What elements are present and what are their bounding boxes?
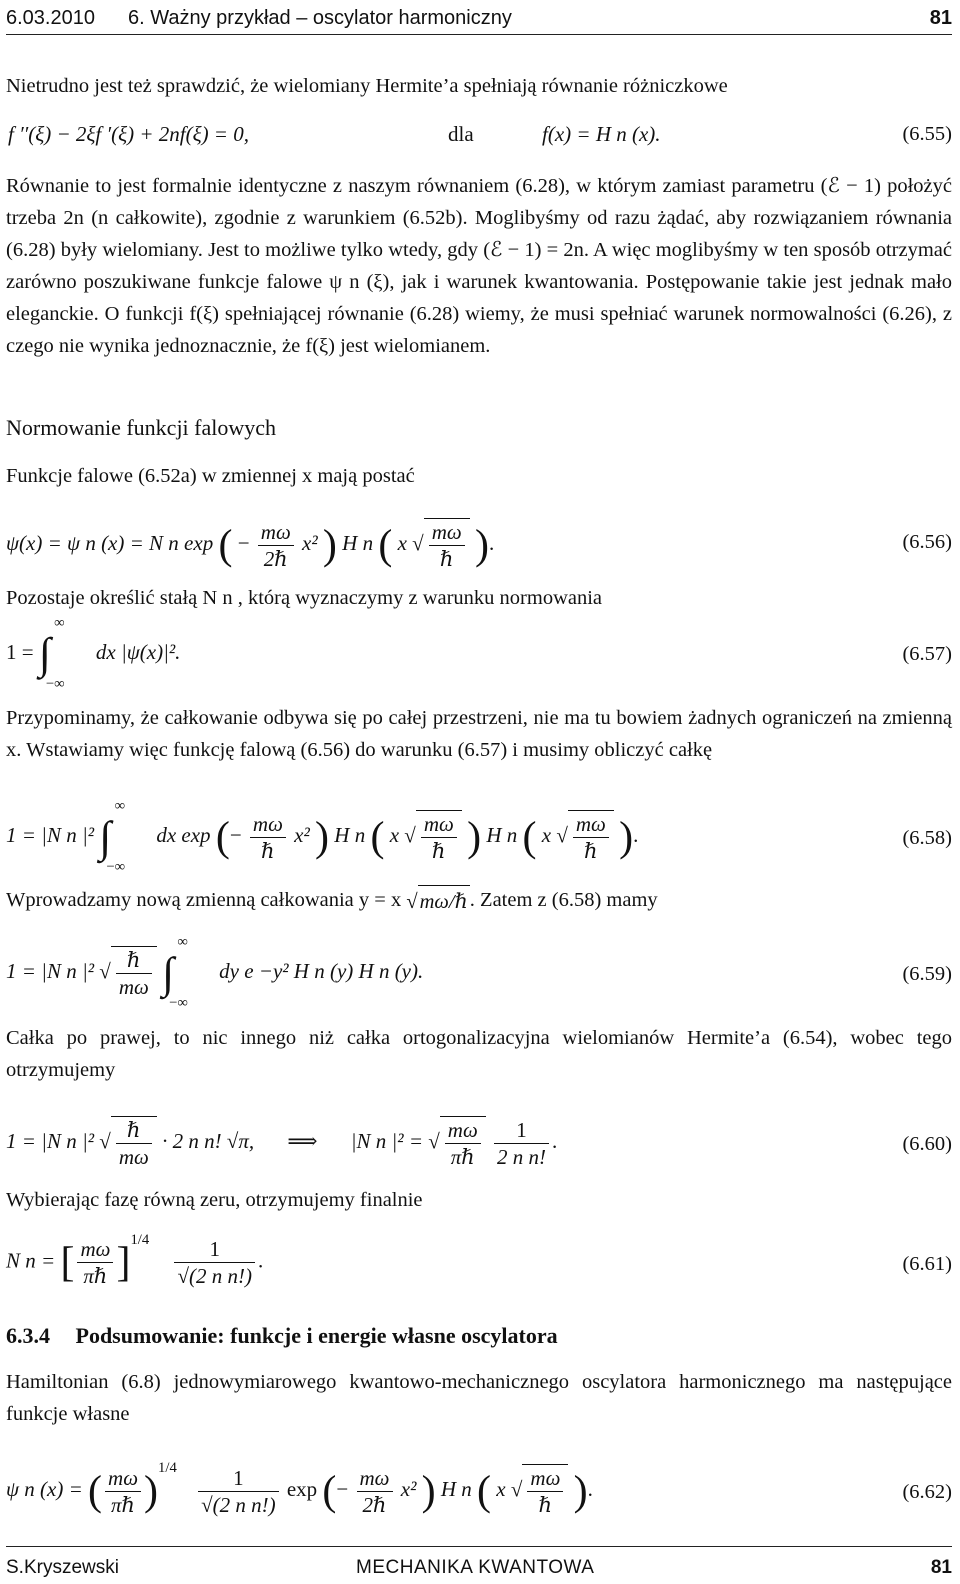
square-root: √ $\frac{\text{ℏ}}{m\omega}$ bbox=[99, 946, 157, 1001]
sqrt-denominator: ℏ bbox=[432, 839, 446, 864]
integral-lower-limit: −∞ bbox=[106, 859, 126, 876]
subsection-title: Podsumowanie: funkcje i energie własne oscylatora bbox=[75, 1323, 558, 1348]
page-footer bbox=[6, 1552, 952, 1582]
header-title: 6. Ważny przykład – oscylator harmoniczny bbox=[128, 7, 512, 29]
paren-open: ( bbox=[522, 814, 537, 861]
bracket-close: ] bbox=[116, 1239, 131, 1286]
equation-number: (6.60) bbox=[902, 1133, 952, 1155]
equation-6-58: 1 = |N n |² ∫ ∞ $_{-\infty}$ dx exp (− $\frac{m\omega}{\text{ℏ}}$ x² ) H n ( x √ $\frac{m\omega}{\text{ℏ}}$ ) H n ( x √ $\frac{m\omega}{\text{ℏ}}$ ). (6.58) bbox=[6, 798, 952, 876]
square-root: √ $\frac{\text{ℏ}}{m\omega}$ bbox=[99, 1116, 157, 1171]
sqrt-numerator: mω bbox=[429, 519, 465, 546]
paragraph-text: Całka po prawej, to nic innego niż całka ortogonalizacyjna wielomianów Hermite’a (6.54), wobec tego otrzymujemy bbox=[6, 1027, 952, 1081]
sqrt-denominator: mω bbox=[118, 975, 149, 1000]
paren-close: ) bbox=[467, 814, 482, 861]
eq-lhs: 1 = |N n |² bbox=[6, 959, 95, 984]
argument-x: x bbox=[389, 823, 400, 848]
equation-6-55 bbox=[6, 118, 952, 152]
fraction bbox=[174, 1236, 255, 1290]
footer-rule bbox=[6, 1546, 952, 1547]
fraction-numerator: mω bbox=[250, 811, 286, 838]
paragraph-summary bbox=[6, 1366, 952, 1430]
fraction-denominator: πℏ bbox=[83, 1264, 108, 1289]
integral-sign: ∫ bbox=[99, 812, 112, 862]
dx-exp: dx exp bbox=[156, 823, 211, 848]
equation-6-56: ψ(x) = ψ n (x) = N n exp ( − $\frac{m\omega}{\text{2ℏ}}$ x² ) H n ( x √ $\frac{m\omega}{\text{ℏ}}$ ). (6.56) bbox=[6, 519, 952, 572]
paragraph-text: Funkcje falowe (6.52a) w zmiennej x mają postać bbox=[6, 465, 415, 487]
footer-title: MECHANIKA KWANTOWA bbox=[356, 1557, 595, 1578]
sqrt-denominator: πℏ bbox=[450, 1145, 475, 1170]
fraction bbox=[198, 1465, 279, 1519]
paragraph-intro bbox=[6, 70, 952, 102]
subsection-heading bbox=[6, 1320, 558, 1352]
sqrt-numerator: mω bbox=[421, 811, 457, 838]
fraction-denominator: √(2 n n!) bbox=[177, 1264, 252, 1289]
square-root: √ $\frac{m\omega}{\text{ℏ}}$ bbox=[404, 810, 462, 865]
fraction-denominator: 2ℏ bbox=[362, 1492, 387, 1517]
paren-close: ) bbox=[322, 522, 337, 569]
eq-lhs: ψ n (x) = bbox=[6, 1477, 83, 1502]
integrand: dy e −y² H n (y) H n (y). bbox=[219, 959, 424, 984]
equation-number: (6.61) bbox=[902, 1253, 952, 1275]
eq-lhs: 1 = |N n |² bbox=[6, 823, 95, 848]
equation-6-60: 1 = |N n |² √ $\frac{\text{ℏ}}{m\omega}$ · 2 n n! √π, ⟹ |N n |² = √ $\frac{m\omega}{\text{πℏ}}$ $\frac{1}{\text{2 n n!}}$ . (6.60) bbox=[6, 1117, 952, 1170]
square-root: √mω/ℏ bbox=[406, 885, 469, 918]
header-rule bbox=[6, 34, 952, 35]
equation-6-57 bbox=[6, 615, 952, 693]
fraction-numerator: mω bbox=[357, 1465, 393, 1492]
paren-open: ( bbox=[378, 522, 393, 569]
minus-sign: − bbox=[237, 531, 250, 556]
sqrt-content: mω/ℏ bbox=[418, 885, 470, 918]
fraction-denominator: √(2 n n!) bbox=[201, 1492, 276, 1517]
square-root: √ $\frac{m\omega}{\text{ℏ}}$ bbox=[556, 810, 614, 865]
paragraph-text: Przypominamy, że całkowanie odbywa się po całej przestrzeni, nie ma tu bowiem żadnych ograniczeń na zmienną x. Wstawiamy więc funkcję falową (6.56) do warunku (6.57) i musimy obliczyć całkę bbox=[6, 707, 952, 761]
argument-x: x bbox=[496, 1477, 506, 1502]
integral-upper-limit: ∞ bbox=[54, 615, 65, 631]
paragraph-normalization bbox=[6, 582, 952, 614]
x-squared: x² bbox=[294, 823, 310, 848]
fraction bbox=[250, 811, 286, 865]
bracket-open: [ bbox=[60, 1239, 75, 1286]
paren-close: ) bbox=[573, 1468, 588, 1515]
paragraph-text-a: Wprowadzamy nową zmienną całkowania y = x bbox=[6, 889, 402, 911]
paren-close: ) bbox=[474, 522, 489, 569]
square-root: √ $\frac{m\omega}{\text{πℏ}}$ bbox=[428, 1116, 486, 1171]
exponent: 1/4 bbox=[158, 1460, 177, 1477]
paren-close: ) bbox=[619, 814, 634, 861]
paragraph-text: Równanie to jest formalnie identyczne z naszym równaniem (6.28), w którym zamiast parametru (ℰ − 1) położyć trzeba 2n (n całkowite), zgodnie z warunkiem (6.52b). Moglibyśmy od razu żądać, aby rozwiązaniem równania (6.28) były wielomiany. Jest to możliwe tylko wtedy, gdy (ℰ − 1) = 2n. A więc moglibyśmy w ten sposób otrzymać zarówno poszukiwane funkcje falowe ψ n (ξ), jak i warunek kwantowania. Postępowanie takie jest jednak mało eleganckie. O funkcji f(ξ) spełniającej równanie (6.28) wiemy, że musi spełniać warunek normowalności (6.26), z czego nie wynika jednoznacznie, że f(ξ) jest wielomianem. bbox=[6, 175, 952, 357]
sqrt-denominator: ℏ bbox=[584, 839, 598, 864]
equation-number: (6.55) bbox=[902, 123, 952, 145]
integrand: dx |ψ(x)|². bbox=[95, 640, 181, 664]
paragraph-text: Hamiltonian (6.8) jednowymiarowego kwantowo-mechanicznego oscylatora harmonicznego ma następujące funkcje własne bbox=[6, 1371, 952, 1425]
hermite-polynomial: H n bbox=[342, 531, 374, 556]
paren-close: ) bbox=[315, 814, 330, 861]
footer-page-number: 81 bbox=[930, 1557, 952, 1578]
subsection-number: 6.3.4 bbox=[6, 1323, 50, 1348]
fraction-numerator: 1 bbox=[174, 1236, 255, 1263]
paragraph-text: Nietrudno jest też sprawdzić, że wielomiany Hermite’a spełniają równanie różniczkowe bbox=[6, 75, 728, 97]
fraction-denominator: πℏ bbox=[111, 1492, 136, 1517]
integral-sign: ∫ bbox=[38, 629, 51, 679]
equation-number: (6.57) bbox=[902, 643, 952, 665]
eq-lhs: f ′′(ξ) − 2ξf ′(ξ) + 2nf(ξ) = 0, bbox=[8, 122, 249, 146]
paren-open: ( bbox=[88, 1468, 103, 1515]
fraction-numerator: mω bbox=[77, 1236, 113, 1263]
integral-upper-limit: ∞ bbox=[114, 798, 126, 815]
equation-number: (6.59) bbox=[902, 963, 952, 985]
equation-number: (6.58) bbox=[902, 827, 952, 849]
paragraph-text bbox=[6, 884, 952, 918]
paragraph-orthogonality bbox=[6, 1022, 952, 1086]
paren-close: ) bbox=[144, 1468, 159, 1515]
header-date: 6.03.2010 bbox=[6, 7, 95, 29]
x-squared: x² bbox=[302, 531, 318, 556]
sqrt-denominator: mω bbox=[118, 1145, 149, 1170]
eq-lhs: N n = bbox=[6, 1248, 56, 1273]
fraction-numerator: mω bbox=[105, 1465, 141, 1492]
footer-author: S.Kryszewski bbox=[6, 1557, 119, 1578]
integral-upper-limit: ∞ bbox=[177, 934, 188, 951]
fraction bbox=[258, 519, 294, 573]
paragraph-substitution bbox=[6, 884, 952, 918]
fraction-numerator: 1 bbox=[198, 1465, 279, 1492]
fraction-denominator: 2 n n! bbox=[497, 1144, 547, 1169]
paragraph-text: Wybierając fazę równą zeru, otrzymujemy finalnie bbox=[6, 1189, 423, 1211]
fraction-denominator: 2ℏ bbox=[263, 546, 288, 571]
paragraph-text-b: . Zatem z (6.58) mamy bbox=[469, 889, 658, 911]
paren-open: ( bbox=[215, 814, 230, 861]
paren-open: ( bbox=[477, 1468, 492, 1515]
fraction bbox=[357, 1465, 393, 1519]
header-page-number: 81 bbox=[929, 7, 952, 29]
sqrt-numerator: ℏ bbox=[116, 947, 152, 974]
fraction-denominator: ℏ bbox=[261, 838, 275, 863]
argument-x: x bbox=[541, 823, 552, 848]
eq-middle: · 2 n n! √π, bbox=[162, 1129, 255, 1154]
equation-6-62: ψ n (x) = ( $\frac{m\omega}{\text{πℏ}}$ )$^{1/4}$ $\frac{1}{\text{√(2 n n!)}}$ exp (− $\frac{m\omega}{\text{2ℏ}}$ x² ) H n ( x √ $\frac{m\omega}{\text{ℏ}}$ ). (6.62) bbox=[6, 1460, 952, 1518]
x-squared: x² bbox=[400, 1477, 417, 1502]
hermite-polynomial: H n bbox=[486, 823, 518, 848]
implies-arrow: ⟹ bbox=[287, 1129, 318, 1154]
integral-lower-limit: −∞ bbox=[169, 995, 188, 1012]
fraction-numerator: mω bbox=[258, 519, 294, 546]
equation-number: (6.62) bbox=[902, 1481, 952, 1503]
paragraph-text: Pozostaje określić stałą N n , którą wyznaczymy z warunku normowania bbox=[6, 587, 603, 609]
square-root: √ $\frac{m\omega}{\text{ℏ}}$ bbox=[511, 1464, 569, 1519]
equation-6-61: N n = [ $\frac{m\omega}{\text{πℏ}}$ ]$^{1/4}$ $\frac{1}{\text{√(2 n n!)}}$ . (6.61) bbox=[6, 1231, 952, 1289]
fraction bbox=[105, 1465, 141, 1519]
hermite-polynomial: H n bbox=[440, 1477, 472, 1502]
square-root: √ $\frac{m\omega}{\text{ℏ}}$ bbox=[412, 518, 470, 573]
fraction-numerator: 1 bbox=[494, 1117, 549, 1144]
paren-close: ) bbox=[421, 1468, 436, 1515]
integral-lower-limit: −∞ bbox=[45, 676, 65, 693]
equation-6-59 bbox=[6, 934, 952, 1012]
exponent: 1/4 bbox=[130, 1231, 150, 1248]
paragraph-wavefunctions bbox=[6, 460, 952, 492]
sqrt-numerator: mω bbox=[445, 1117, 481, 1144]
paren-open: ( bbox=[322, 1468, 337, 1515]
eq-rhs-lhs: |N n |² = bbox=[350, 1129, 423, 1154]
paragraph-discussion bbox=[6, 170, 952, 362]
sqrt-numerator: ℏ bbox=[116, 1117, 152, 1144]
argument-x: x bbox=[397, 531, 407, 556]
exp-function: exp bbox=[286, 1477, 318, 1502]
integral-sign: ∫ bbox=[162, 948, 175, 998]
fraction bbox=[77, 1236, 113, 1290]
sqrt-denominator: ℏ bbox=[439, 547, 454, 572]
paren-open: ( bbox=[218, 522, 233, 569]
paragraph-integral bbox=[6, 702, 952, 766]
paren-open: ( bbox=[370, 814, 385, 861]
sqrt-numerator: mω bbox=[527, 1465, 563, 1492]
section-heading: Normowanie funkcji falowych bbox=[6, 415, 277, 440]
eq-rhs: f(x) = H n (x). bbox=[542, 122, 661, 146]
sqrt-numerator: mω bbox=[573, 811, 609, 838]
paragraph-phase bbox=[6, 1184, 952, 1216]
eq-lhs: 1 = |N n |² bbox=[6, 1129, 95, 1154]
eq-lhs: ψ(x) = ψ n (x) = N n exp bbox=[6, 531, 214, 556]
fraction bbox=[494, 1117, 549, 1171]
equation-number: (6.56) bbox=[902, 531, 952, 553]
eq-dla: dla bbox=[448, 122, 474, 146]
hermite-polynomial: H n bbox=[334, 823, 366, 848]
sqrt-denominator: ℏ bbox=[538, 1493, 553, 1518]
eq-lhs: 1 = bbox=[6, 640, 34, 664]
